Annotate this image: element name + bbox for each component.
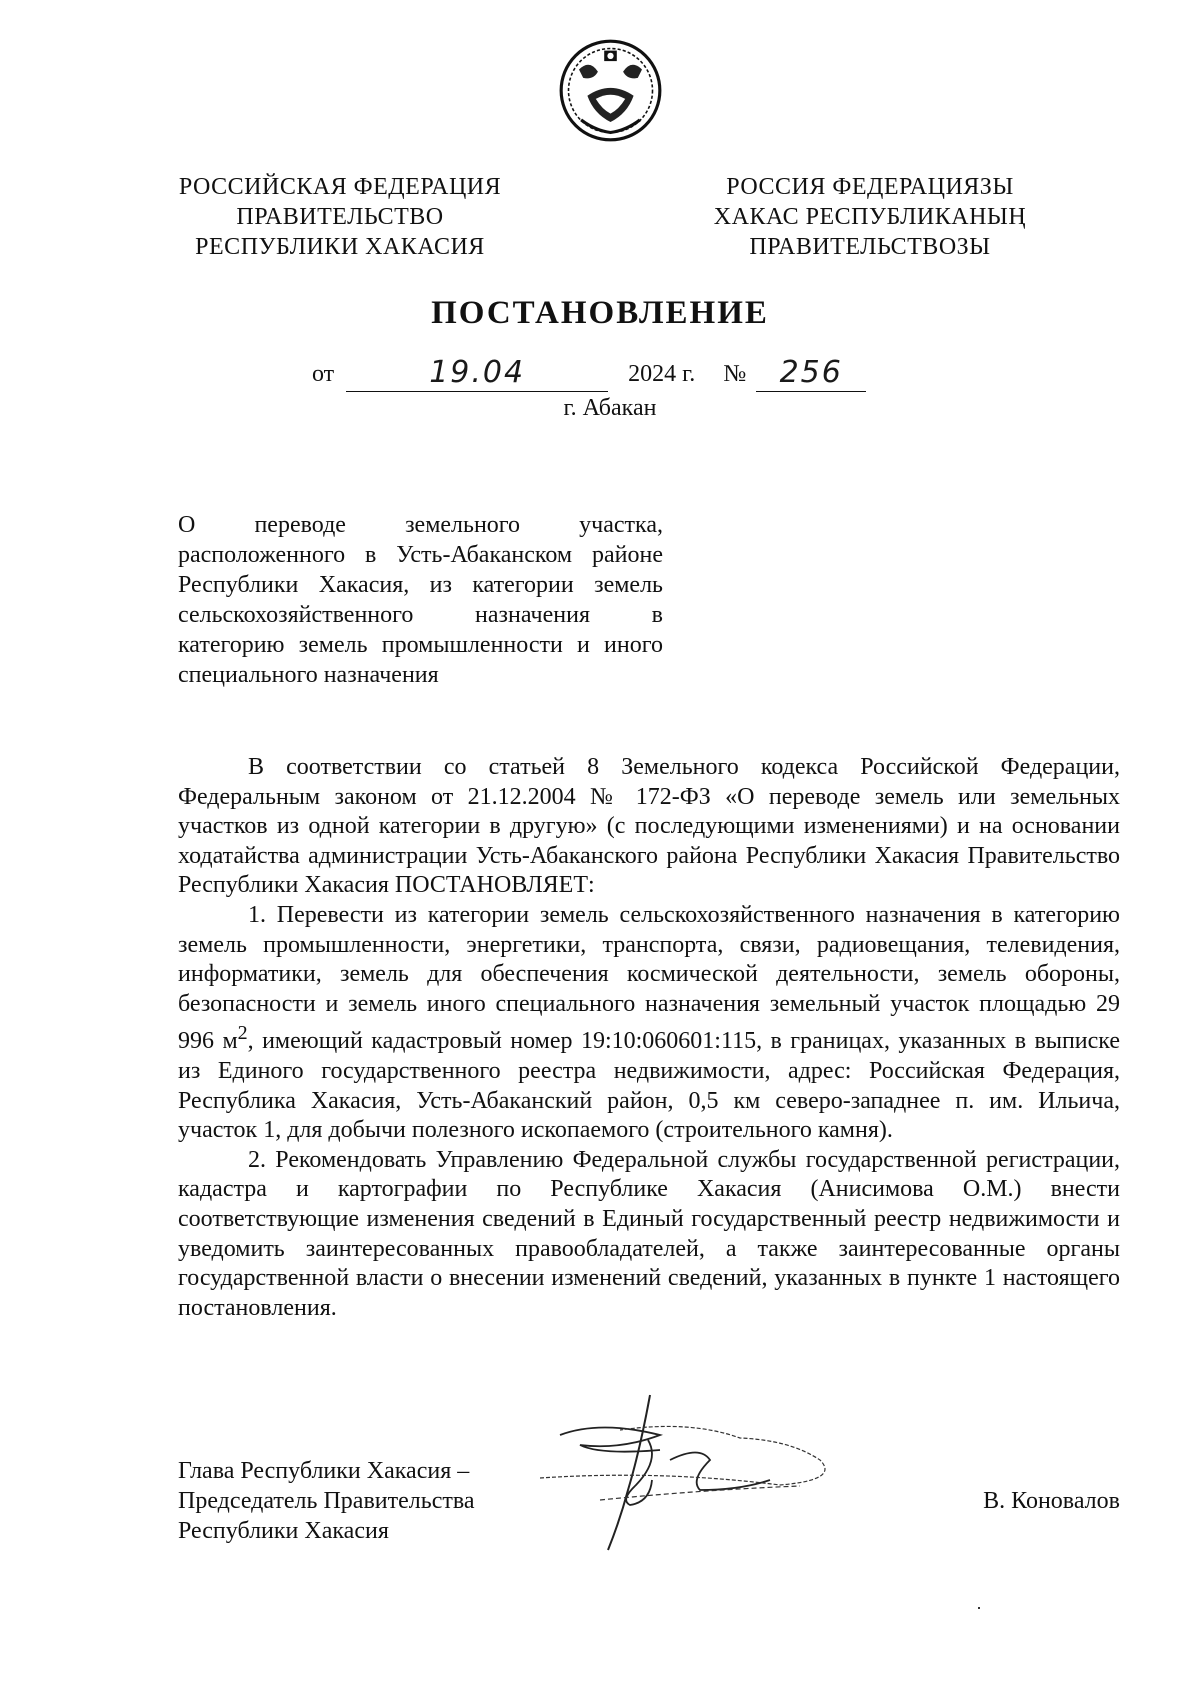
city-label: г. Абакан <box>563 395 657 421</box>
item-2-paragraph: 2. Рекомендовать Управлению Федеральной службы государственной регистрации, кадастра и картографии по Республике Хакасия (Анисимова О.М.) внести соответствующие изменения сведений в Единый государственный реестр недвижимости и уведомить заинтересованных правообладателей, а также заинтересованные органы государственной власти о внесении изменений сведений, указанных в пункте 1 настоящего постановления. <box>178 1146 1120 1321</box>
header-left-line: РОССИЙСКАЯ ФЕДЕРАЦИЯ <box>178 174 502 200</box>
header-right-line: ПРАВИТЕЛЬСТВОЗЫ <box>749 234 991 260</box>
number-handwritten: 256 <box>756 355 866 392</box>
header-left-line: ПРАВИТЕЛЬСТВО <box>236 204 444 230</box>
item-1-text-a: 1. Перевести из категории земель сельскохозяйственного назначения в категорию земель промышленности, энергетики, транспорта, связи, радиовещания, телевидения, информатики, земель для обеспечения космической деятельности, земель обороны, безопасности и земель иного специального назначения земельный участок площадью 29 996 м <box>178 901 1120 1055</box>
document-body <box>178 753 1120 1323</box>
handwritten-signature <box>540 1390 900 1560</box>
header-right-line: РОССИЯ ФЕДЕРАЦИЯЗЫ <box>726 174 1014 200</box>
date-prefix: от <box>312 361 335 387</box>
signatory-position-line: Глава Республики Хакасия – <box>178 1458 470 1484</box>
year-label: 2024 г. <box>628 361 696 387</box>
header-left-line: РЕСПУБЛИКИ ХАКАСИЯ <box>195 234 485 260</box>
signatory-position-line: Председатель Правительства <box>178 1488 475 1514</box>
document-subject: О переводе земельного участка, расположенного в Усть-Абаканском районе Республики Хакасия, из категории земель сельскохозяйственного назначения в категорию земель промышленности и иного специального назначения <box>178 512 663 688</box>
signatory-position <box>178 1456 538 1546</box>
document-title: ПОСТАНОВЛЕНИЕ <box>431 295 769 331</box>
header-right <box>690 172 1050 262</box>
header-right-line: ХАКАС РЕСПУБЛИКАНЫҢ <box>713 204 1027 230</box>
coat-of-arms-emblem <box>558 38 663 143</box>
date-number-row <box>312 355 866 395</box>
header-left <box>160 172 520 262</box>
stray-mark <box>978 1607 980 1609</box>
date-handwritten: 19.04 <box>346 355 608 392</box>
signatory-name: В. Коновалов <box>983 1488 1120 1514</box>
item-1-paragraph <box>178 901 1120 1146</box>
signatory-position-line: Республики Хакасия <box>178 1518 389 1544</box>
number-label: № <box>723 361 747 387</box>
item-1-superscript: 2 <box>237 1022 248 1045</box>
item-1-text-b: , имеющий кадастровый номер 19:10:060601:115, в границах, указанных в выписке из Единого государственного реестра недвижимости, адрес: Российская Федерация, Республика Хакасия, Усть-Абаканский район, 0,5 км северо-западнее п. им. Ильича, участок 1, для добычи полезного ископаемого (строительного камня). <box>178 1028 1121 1144</box>
preamble-paragraph: В соответствии со статьей 8 Земельного кодекса Российской Федерации, Федеральным законом от 21.12.2004 № 172-ФЗ «О переводе земель или земельных участков из одной категории в другую» (с последующими изменениями) и на основании ходатайства администрации Усть-Абаканского района Республики Хакасия Правительство Республики Хакасия ПОСТАНОВЛЯЕТ: <box>178 754 1120 899</box>
